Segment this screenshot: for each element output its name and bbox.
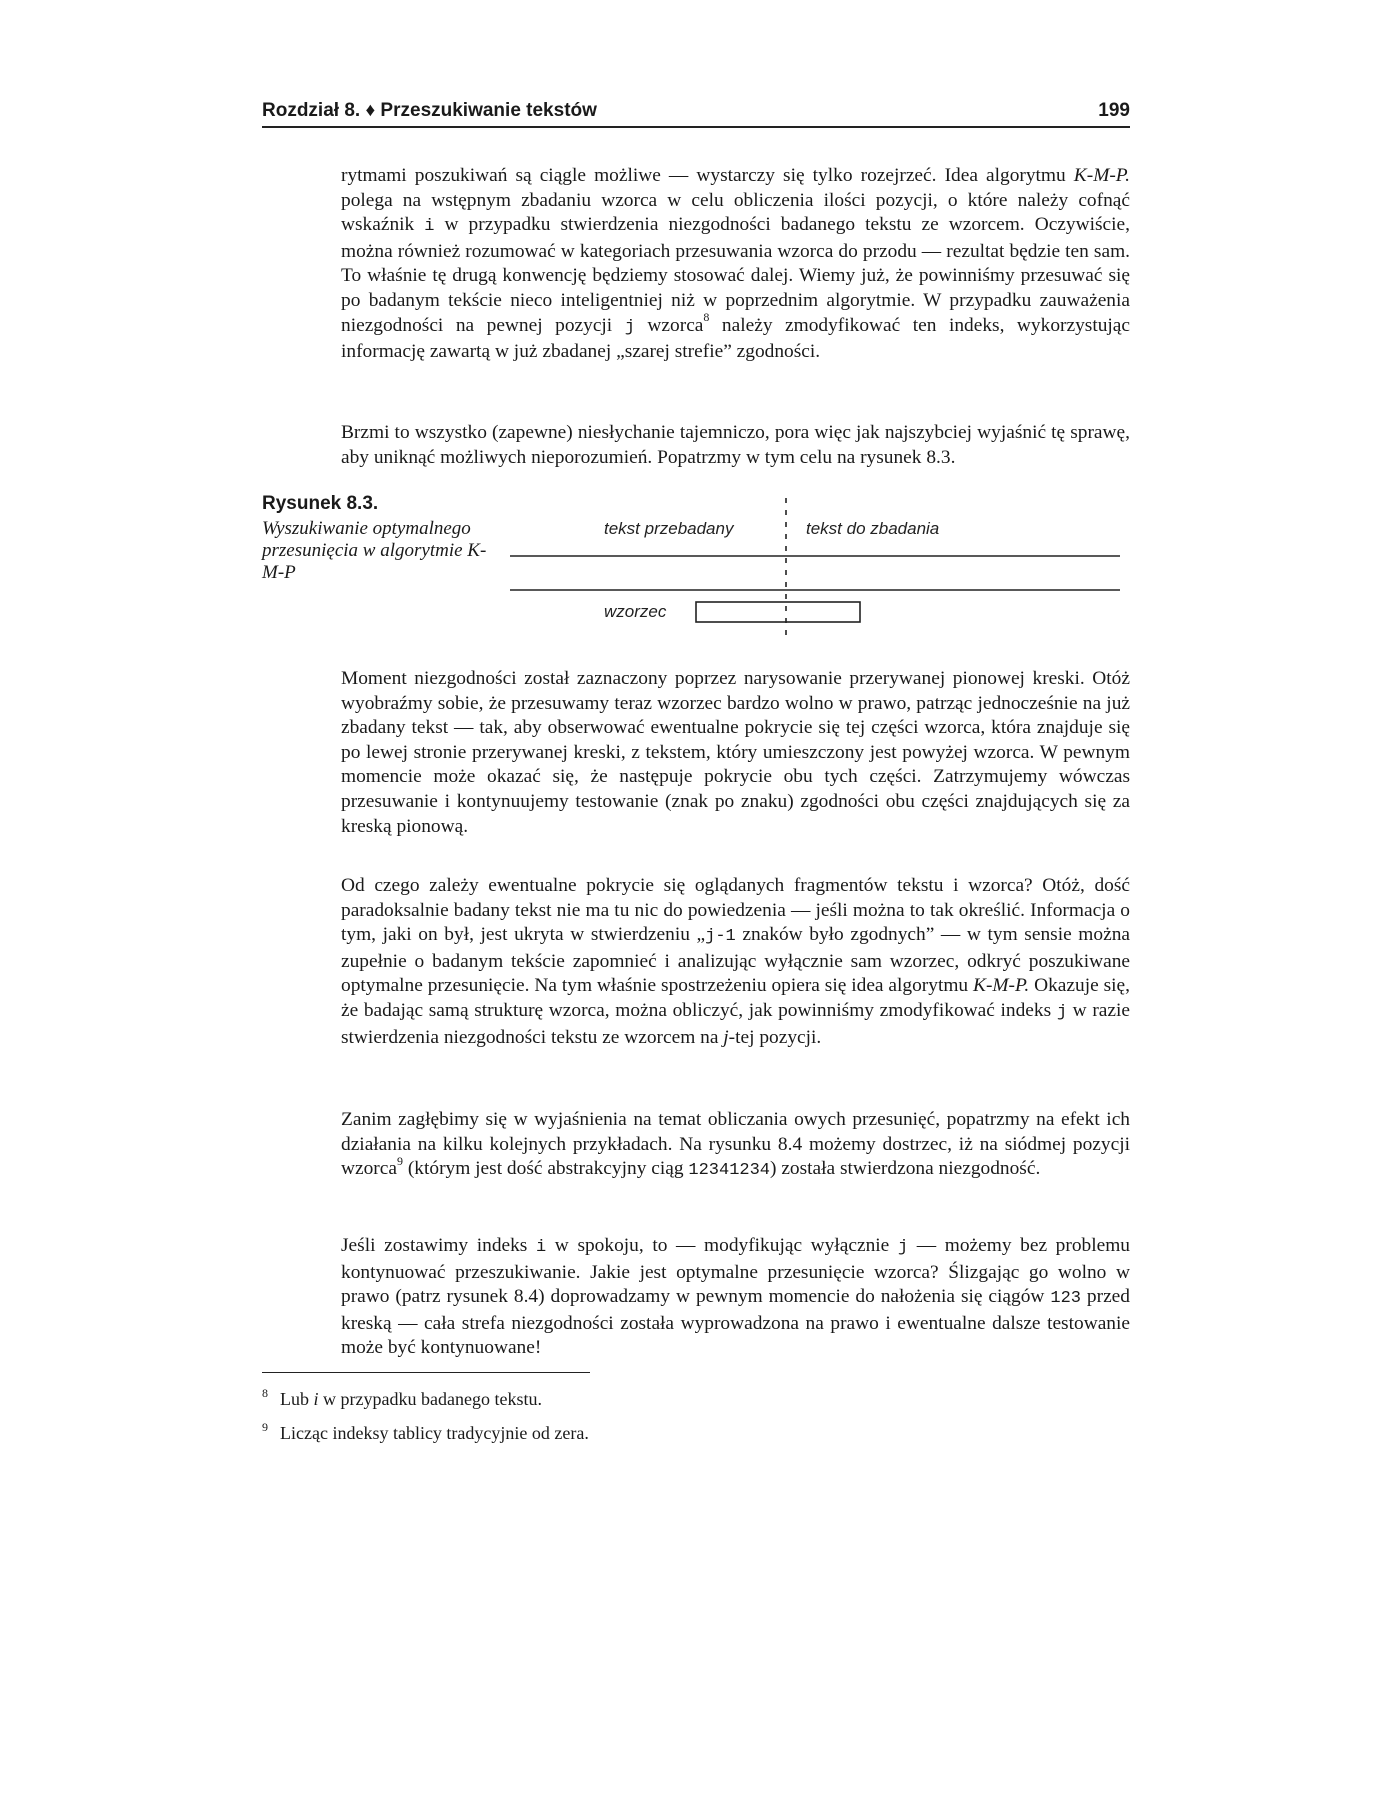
label-text-to-examine: tekst do zbadania xyxy=(806,519,940,538)
paragraph-4: Od czego zależy ewentualne pokrycie się oglądanych fragmentów tekstu i wzorca? Otóż, dość paradoksalnie badany tekst nie ma tu nic do powiedzenia — jeśli można to tak określić. Informacja o tym, jaki on był, jest ukryta w stwierdzeniu „j-1 znaków było zgodnych” — w tym sensie można zupełnie o badanym tekście zapomnieć i analizując wyłącznie sam wzorzec, odkryć poszukiwane optymalne przesunięcie. Na tym właśnie spostrzeżeniu opiera się idea algorytmu K-M-P. Okazuje się, że badając samą strukturę wzorca, można obliczyć, jak powinniśmy zmodyfikować indeks j w razie stwierdzenia niezgodności tekstu ze wzorcem na j-tej pozycji. xyxy=(341,875,1130,1048)
label-text-examined: tekst przebadany xyxy=(604,519,734,538)
footnote-ref-9[interactable]: 9 xyxy=(396,1153,403,1168)
figure-description: Wyszukiwanie optymalnego przesunięcia w algorytmie K-M-P xyxy=(262,518,487,583)
page-number: 199 xyxy=(1098,100,1130,121)
code-j: j xyxy=(1056,1002,1068,1022)
italic-j: j xyxy=(723,1026,729,1048)
kmp-term: K-M-P. xyxy=(1073,165,1130,186)
running-header xyxy=(262,96,1130,128)
footnote-mark: 8 xyxy=(262,1386,268,1400)
figure-number: Rysunek 8.3. xyxy=(262,493,379,514)
footnote-text: Licząc indeksy tablicy tradycyjnie od zera. xyxy=(280,1423,589,1443)
footnote-mark: 9 xyxy=(262,1420,268,1434)
paragraph-2: Brzmi to wszystko (zapewne) niesłychanie tajemniczo, pora więc jak najszybciej wyjaśnić tę sprawę, aby uniknąć możliwych nieporozumień. Popatrzmy w tym celu na rysunek 8.3. xyxy=(341,422,1130,468)
footnote-ref-8[interactable]: 8 xyxy=(703,310,710,325)
code-i: i xyxy=(535,1238,547,1257)
paragraph-5: Zanim zagłębimy się w wyjaśnienia na temat obliczania owych przesunięć, popatrzmy na efekt ich działania na kilku kolejnych przykładach. Na rysunku 8.4 możemy dostrzec, iż na siódmej pozycji wzorca$^9$ (którym jest dość abstrakcyjny ciąg 12341234) została stwierdzona niezgodność. xyxy=(341,1109,1130,1181)
code-i: i xyxy=(424,217,435,237)
paragraph-3: Moment niezgodności został zaznaczony poprzez narysowanie przerywanej pionowej kreski. Otóż wyobraźmy sobie, że przesuwamy teraz wzorzec bardzo wolno w prawo, patrząc jednocześnie na już zbadany tekst — tak, aby obserwować ewentualne pokrycie się tej części wzorca, która znajduje się po lewej stronie przerywanej kreski, z tekstem, który umieszczony jest powyżej wzorca. W pewnym momencie może okazać się, że następuje pokrycie obu tych części. Zatrzymujemy wówczas przesuwanie i kontynuujemy testowanie (znak po znaku) zgodności obu części znajdujących się za kreską pionową. xyxy=(341,668,1130,837)
paragraph-6: Jeśli zostawimy indeks i w spokoju, to — modyfikując wyłącznie j — możemy bez problemu kontynuować przeszukiwanie. Jakie jest optymalne przesunięcie wzorca? Ślizgając go wolno w prawo (patrz rysunek 8.4) doprowadzamy w pewnym momencie do nałożenia się ciągów 123 przed kreską — cała strefa niezgodności została wyprowadzona na prawo i ewentualne dalsze testowanie może być kontynuowane! xyxy=(341,1235,1130,1359)
chapter-title: Rozdział 8. ♦ Przeszukiwanie tekstów xyxy=(262,100,597,121)
code-sequence: 12341234 xyxy=(688,1161,771,1181)
code-j: j xyxy=(624,317,635,337)
pattern-box xyxy=(696,602,860,622)
code-123: 123 xyxy=(1050,1289,1081,1309)
kmp-figure xyxy=(500,490,1140,650)
paragraph-1: rytmami poszukiwań są ciągle możliwe — wystarczy się tylko rozejrzeć. Idea algorytmu K-M-P. polega na wstępnym zbadaniu wzorca w celu obliczenia ilości pozycji, o które należy cofnąć wskaźnik i w przypadku stwierdzenia niezgodności badanego tekstu ze wzorcem. Oczywiście, można również rozumować w kategoriach przesuwania wzorca do przodu — rezultat będzie ten sam. To właśnie tę drugą konwencję będziemy stosować dalej. Wiemy już, że powinniśmy przesuwać się po badanym tekście nieco inteligentniej niż w poprzednim algorytmie. W przypadku zauważenia niezgodności na pewnej pozycji j wzorca$^8$ należy zmodyfikować ten indeks, wykorzystując informację zawartą w już zbadanej „szarej strefie” zgodności. xyxy=(341,165,1130,363)
code-j: j xyxy=(897,1238,909,1257)
figure-caption xyxy=(262,492,497,584)
footnote-separator xyxy=(262,1372,590,1373)
code-j-1: j-1 xyxy=(705,927,736,947)
kmp-term: K-M-P. xyxy=(973,975,1030,997)
label-pattern: wzorzec xyxy=(604,602,667,621)
